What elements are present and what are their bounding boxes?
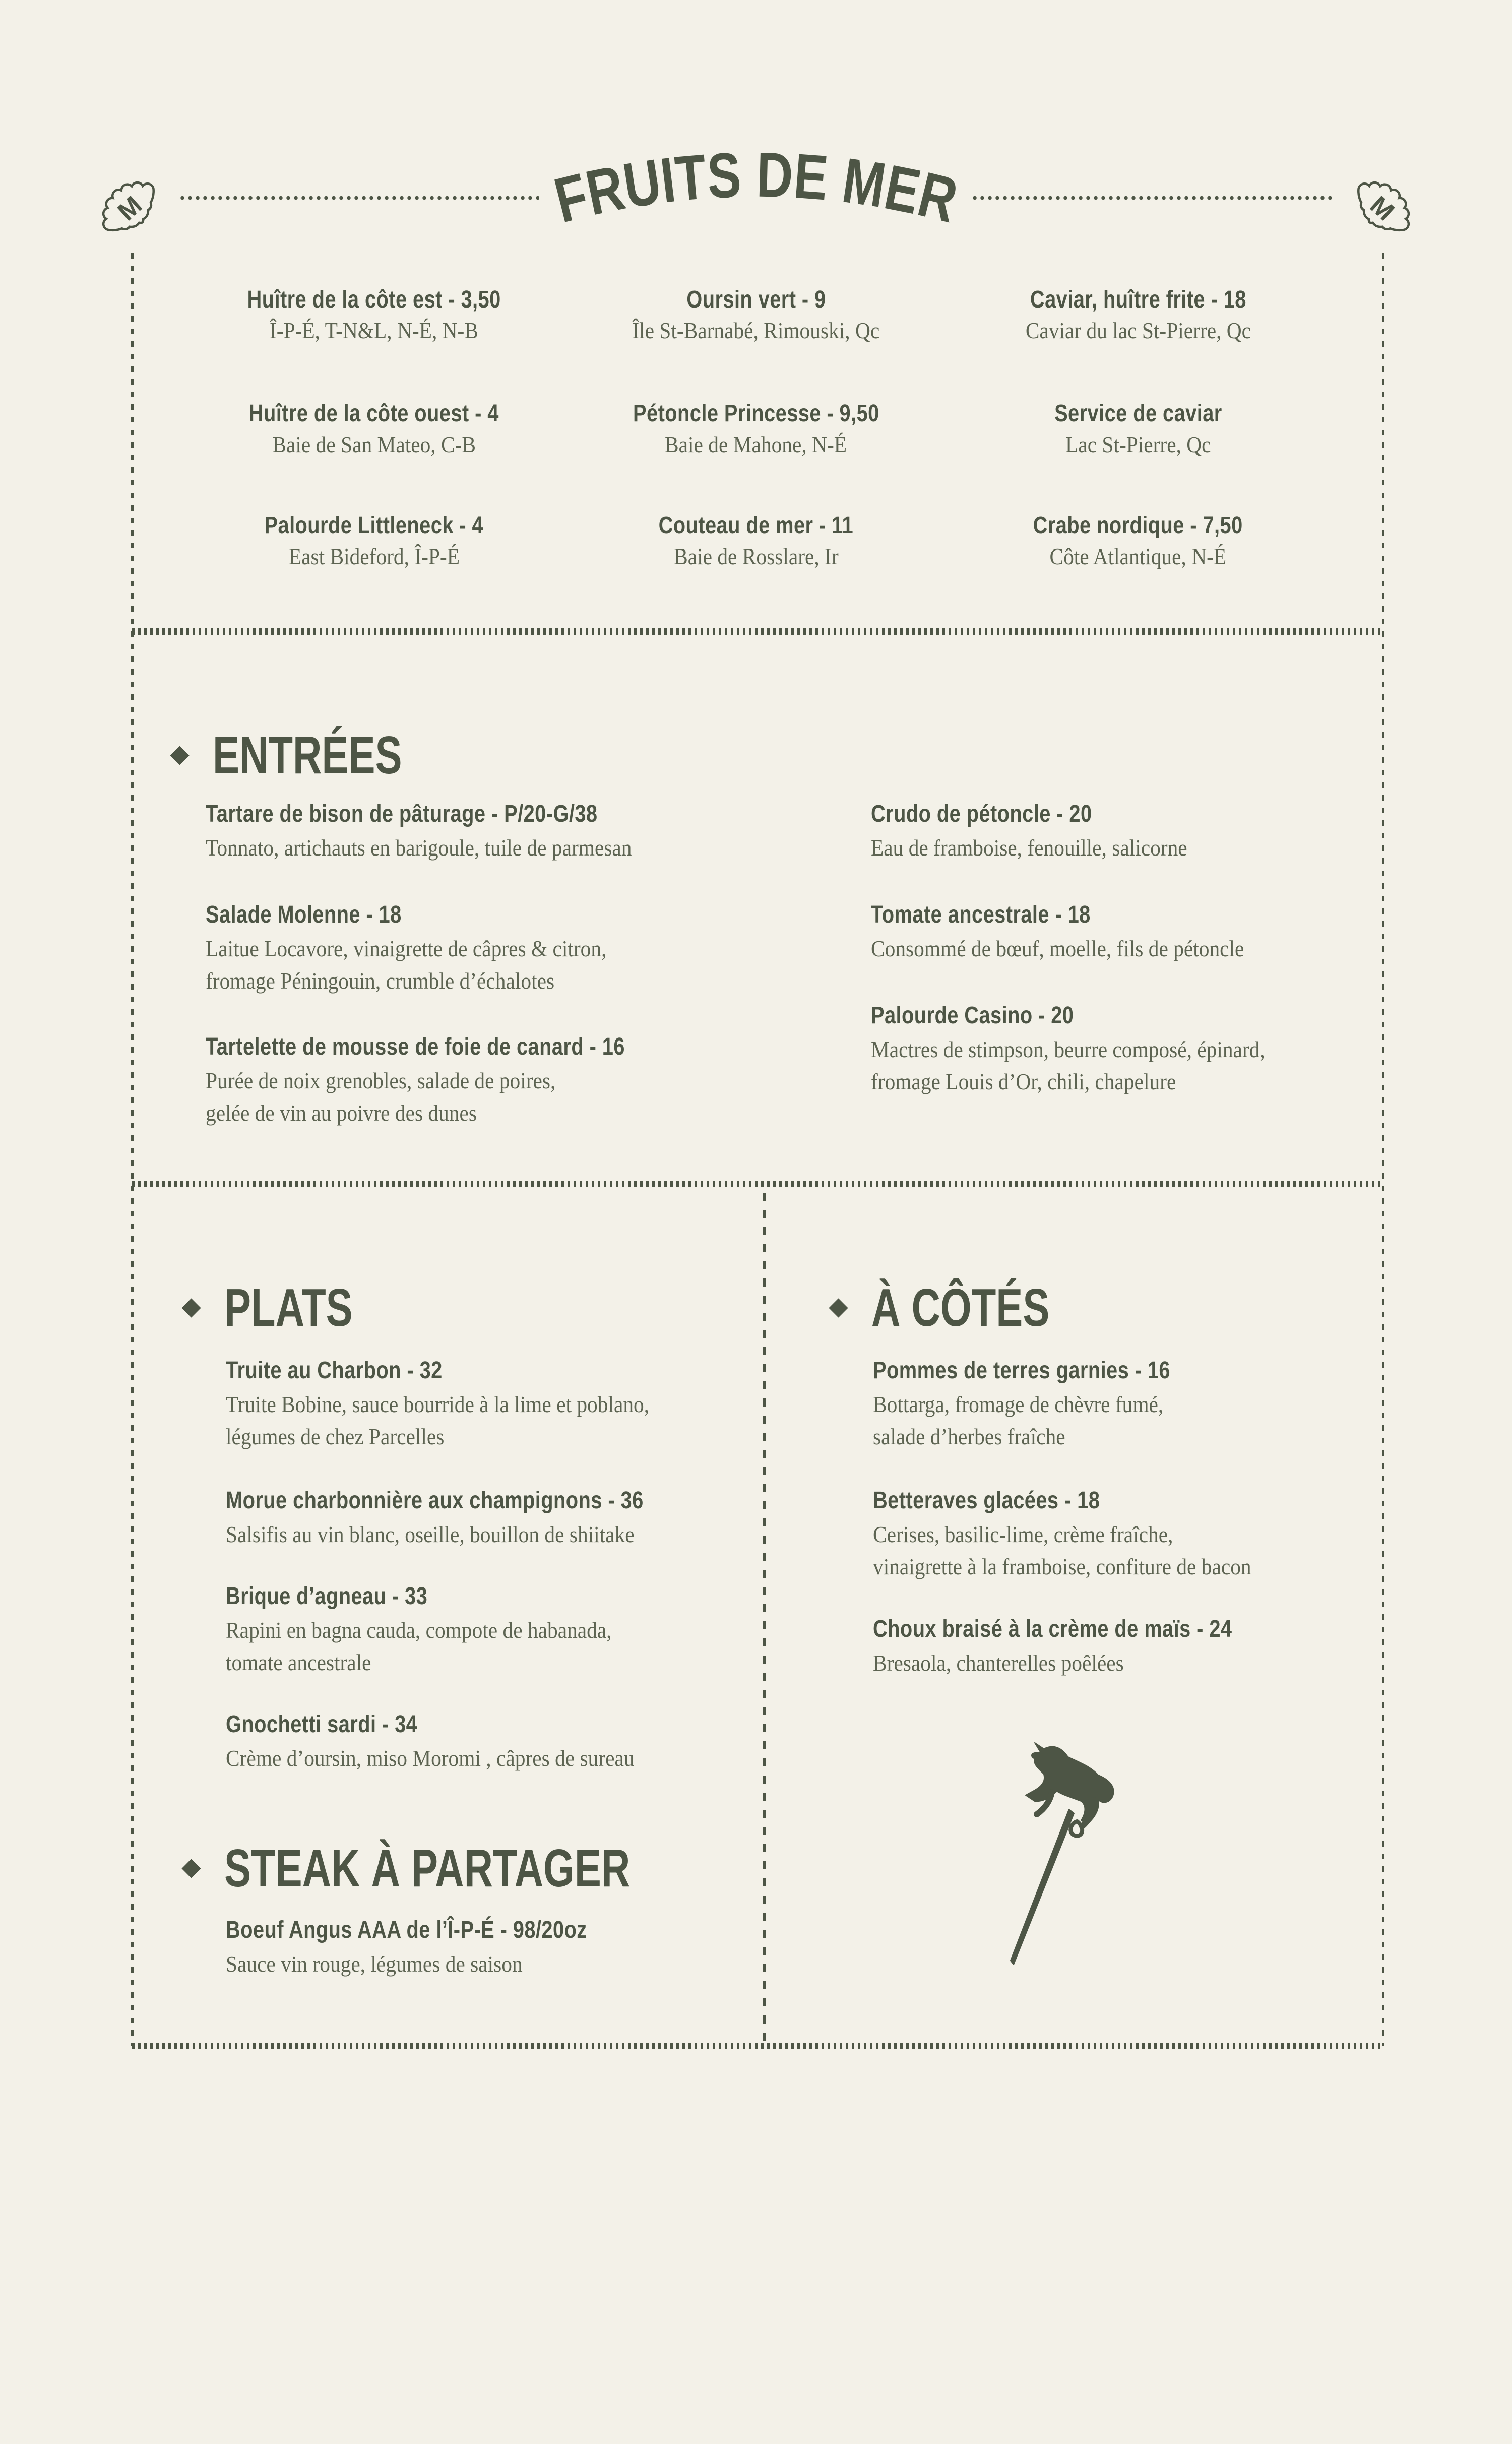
item-description: tomate ancestrale [226,1649,371,1675]
menu-item [193,399,555,459]
item-description: Mactres de stimpson, beurre composé, épinard, [871,1036,1265,1062]
item-name: Tartare de bison de pâturage - P/20-G/38 [206,801,598,827]
section-label: ENTRÉES [213,725,402,785]
menu-item [957,511,1319,571]
item-name: Morue charbonnière aux champignons - 36 [226,1487,644,1514]
item-description: Salsifis au vin blanc, oseille, bouillon de shiitake [226,1521,635,1547]
menu-item [206,1032,841,1129]
diamond-bullet-icon [181,1859,201,1878]
menu-item [871,1001,1506,1098]
item-description: Cerises, basilic-lime, crème fraîche, [873,1521,1173,1547]
shell-letter: M [1364,190,1400,226]
shell-letter: M [112,190,148,226]
menu-title-arc [529,139,983,239]
item-description: légumes de chez Parcelles [226,1424,445,1449]
item-name: Palourde Casino - 20 [871,1002,1074,1029]
item-description: Tonnato, artichauts en barigoule, tuile de parmesan [206,835,632,861]
item-name: Choux braisé à la crème de maïs - 24 [873,1616,1232,1642]
item-name: Caviar, huître frite - 18 [1030,286,1246,313]
item-description: gelée de vin au poivre des dunes [206,1100,477,1126]
section-heading-entrees [173,727,465,783]
item-description: fromage Péningouin, crumble d’échalotes [206,968,555,994]
menu-item [957,285,1319,345]
section-label: STEAK À PARTAGER [224,1839,631,1898]
section-label: À CÔTÉS [871,1278,1050,1337]
menu-item [226,1710,740,1775]
item-name: Salade Molenne - 18 [206,901,402,928]
item-description: Eau de framboise, fenouille, salicorne [871,835,1187,861]
item-name: Brique d’agneau - 33 [226,1583,428,1610]
item-description: Bresaola, chanterelles poêlées [873,1650,1124,1676]
item-name: Pétoncle Princesse - 9,50 [633,400,879,427]
menu-item [226,1916,740,1980]
item-detail: Baie de Mahone, N-É [665,432,847,457]
section-label: PLATS [224,1278,353,1337]
item-description: Laitue Locavore, vinaigrette de câpres & citron, [206,936,607,961]
menu-item [206,900,841,997]
header-dotted-line-left [180,196,539,200]
item-description: Crème d’oursin, miso Moromi , câpres de sureau [226,1745,635,1771]
item-name: Couteau de mer - 11 [658,512,854,539]
item-description: fromage Louis d’Or, chili, chapelure [871,1069,1176,1094]
item-name: Service de caviar [1054,400,1222,427]
item-name: Huître de la côte est - 3,50 [247,286,501,313]
diamond-bullet-icon [170,746,189,765]
item-description: Consommé de bœuf, moelle, fils de pétoncle [871,936,1244,961]
item-name: Pommes de terres garnies - 16 [873,1357,1170,1384]
svg-text:FRUITS DE MER [547,139,973,238]
section-heading-a-cotes [832,1279,1109,1336]
item-name: Palourde Littleneck - 4 [264,512,484,539]
item-name: Gnochetti sardi - 34 [226,1711,418,1738]
scallop-shell-icon [84,155,174,246]
menu-item [226,1486,740,1551]
item-description: Sauce vin rouge, légumes de saison [226,1951,523,1977]
scallop-shell-icon [1338,155,1428,246]
item-name: Tomate ancestrale - 18 [871,901,1091,928]
item-detail: Côte Atlantique, N-É [1049,543,1227,569]
item-name: Crabe nordique - 7,50 [1033,512,1243,539]
item-detail: Île St-Barnabé, Rimouski, Qc [632,318,880,343]
menu-item [873,1486,1377,1583]
item-description: Truite Bobine, sauce bourride à la lime et poblano, [226,1391,650,1417]
menu-item [957,399,1319,459]
horse-cocktail-pick-illustration [980,1737,1131,1979]
item-description: Purée de noix grenobles, salade de poires, [206,1068,556,1093]
menu-item [575,399,937,459]
item-detail: Baie de San Mateo, C-B [272,432,476,457]
menu-item [873,1615,1377,1679]
divider-after-fruits-de-mer [132,628,1384,635]
item-name: Boeuf Angus AAA de l’Î-P-É - 98/20oz [226,1917,587,1943]
menu-item [226,1582,740,1679]
divider-bottom [132,2043,1384,2049]
menu-item [226,1356,740,1453]
item-name: Tartelette de mousse de foie de canard - 16 [206,1033,625,1060]
diamond-bullet-icon [181,1298,201,1317]
item-detail: Baie de Rosslare, Ir [673,543,839,569]
divider-after-entrees [132,1181,1384,1187]
menu-item [193,511,555,571]
item-detail: Î-P-É, T-N&L, N-É, N-B [270,318,478,343]
item-name: Truite au Charbon - 32 [226,1357,443,1384]
section-heading-plats [184,1279,396,1336]
item-description: Bottarga, fromage de chèvre fumé, [873,1391,1164,1417]
diamond-bullet-icon [829,1298,848,1317]
left-dashed-border [131,253,134,2046]
section-heading-steak [184,1840,766,1897]
item-description: Rapini en bagna cauda, compote de habanada, [226,1617,612,1643]
item-name: Huître de la côte ouest - 4 [248,400,499,427]
menu-item [871,800,1506,864]
menu-item [193,285,555,345]
item-name: Oursin vert - 9 [686,286,826,313]
item-name: Crudo de pétoncle - 20 [871,801,1092,827]
menu-item [575,285,937,345]
item-name: Betteraves glacées - 18 [873,1487,1100,1514]
item-description: vinaigrette à la framboise, confiture de bacon [873,1554,1251,1579]
page-title: FRUITS DE MER [547,139,973,238]
menu-item [575,511,937,571]
right-dashed-border [1382,253,1384,2046]
center-dashed-divider [763,1193,766,2043]
menu-item [206,800,841,864]
item-description: salade d’herbes fraîche [873,1424,1065,1449]
item-detail: East Bideford, Î-P-É [288,543,460,569]
item-detail: Caviar du lac St-Pierre, Qc [1025,318,1251,343]
header-dotted-line-right [973,196,1332,200]
menu-item [871,900,1506,965]
menu-item [873,1356,1377,1453]
item-detail: Lac St-Pierre, Qc [1065,432,1211,457]
